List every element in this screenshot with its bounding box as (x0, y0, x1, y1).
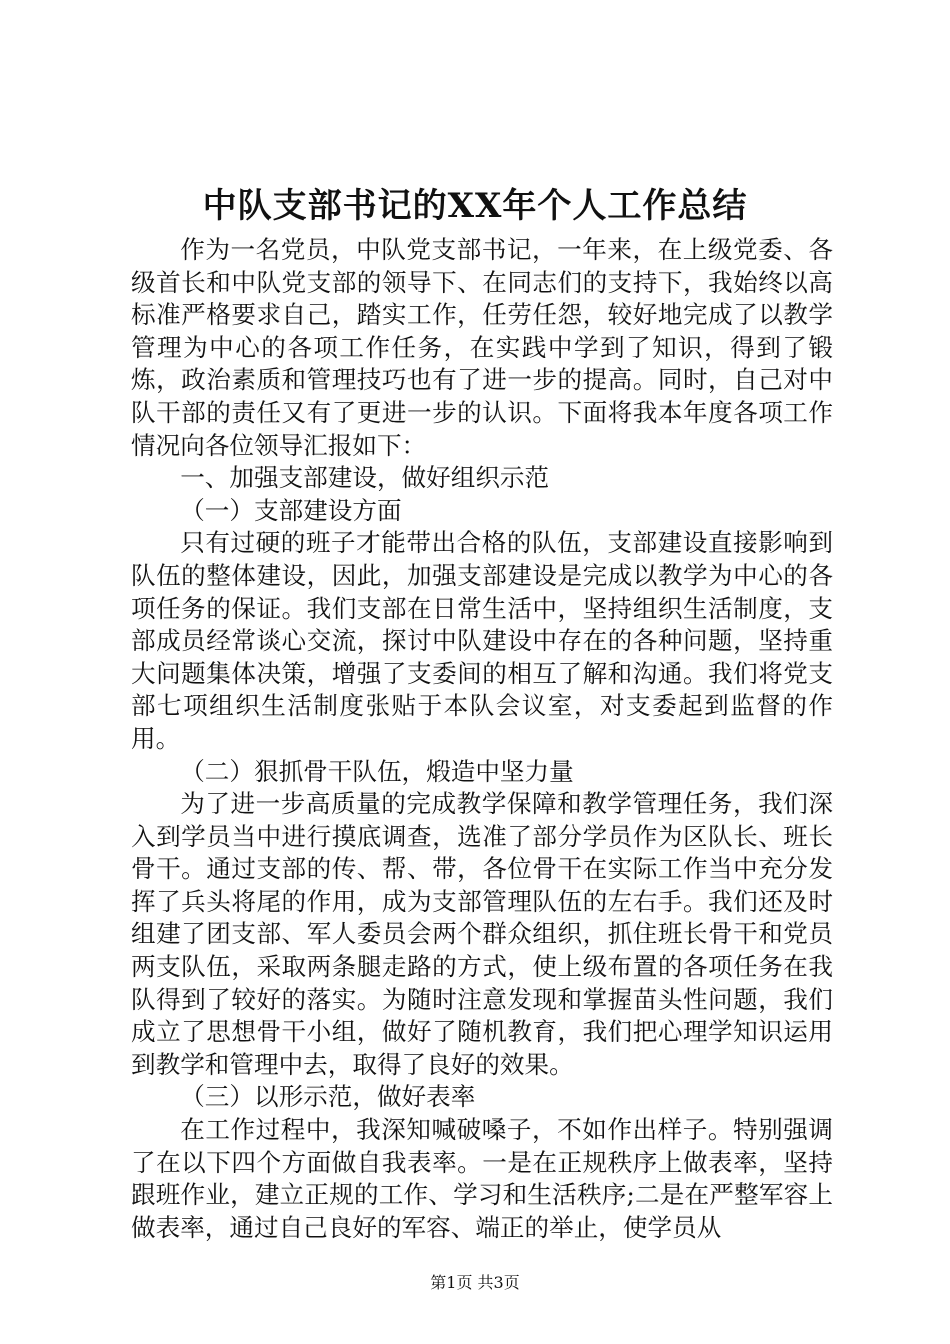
section-heading-1: 一、加强支部建设，做好组织示范 (180, 463, 550, 493)
document-body (131, 234, 833, 1244)
subsection-heading-2: （二）狠抓骨干队伍，煅造中坚力量 (180, 756, 574, 786)
page-number-footer: 第1页 共3页 (430, 1273, 520, 1292)
intro-paragraph: 作为一名党员，中队党支部书记，一年来，在上级党委、各级首长和中队党支部的领导下、在同志们的支持下，我始终以高标准严格要求自己，踏实工作，任劳任怨，较好地完成了以教学管理为中心的各项工作任务，在实践中学到了知识，得到了锻炼，政治素质和管理技巧也有了进一步的提高。同时，自己对中队干部的责任又有了更进一步的认识。下面将我本年度各项工作情况向各位领导汇报如下： (131, 235, 833, 460)
subsection-heading-1: （一）支部建设方面 (180, 495, 402, 525)
subsection-paragraph-1: 只有过硬的班子才能带出合格的队伍，支部建设直接影响到队伍的整体建设，因此，加强支部建设是完成以教学为中心的各项任务的保证。我们支部在日常生活中，坚持组织生活制度，支部成员经常谈心交流，探讨中队建设中存在的各种问题，坚持重大问题集体决策，增强了支委间的相互了解和沟通。我们将党支部七项组织生活制度张贴于本队会议室，对支委起到监督的作用。 (131, 528, 833, 753)
subsection-paragraph-3: 在工作过程中，我深知喊破嗓子，不如作出样子。特别强调了在以下四个方面做自我表率。一是在正规秩序上做表率，坚持跟班作业，建立正规的工作、学习和生活秩序;二是在严整军容上做表率，通过自己良好的军容、端正的举止，使学员从 (131, 1115, 833, 1242)
document-title: 中队支部书记的XX年个人工作总结 (202, 186, 748, 226)
subsection-heading-3: （三）以形示范，做好表率 (180, 1082, 476, 1112)
subsection-paragraph-2: 为了进一步高质量的完成教学保障和教学管理任务，我们深入到学员当中进行摸底调查，选准了部分学员作为区队长、班长骨干。通过支部的传、帮、带，各位骨干在实际工作当中充分发挥了兵头将尾的作用，成为支部管理队伍的左右手。我们还及时组建了团支部、军人委员会两个群众组织，抓住班长骨干和党员两支队伍，采取两条腿走路的方式，使上级布置的各项任务在我队得到了较好的落实。为随时注意发现和掌握苗头性问题，我们成立了思想骨干小组，做好了随机教育，我们把心理学知识运用到教学和管理中去，取得了良好的效果。 (131, 789, 833, 1079)
